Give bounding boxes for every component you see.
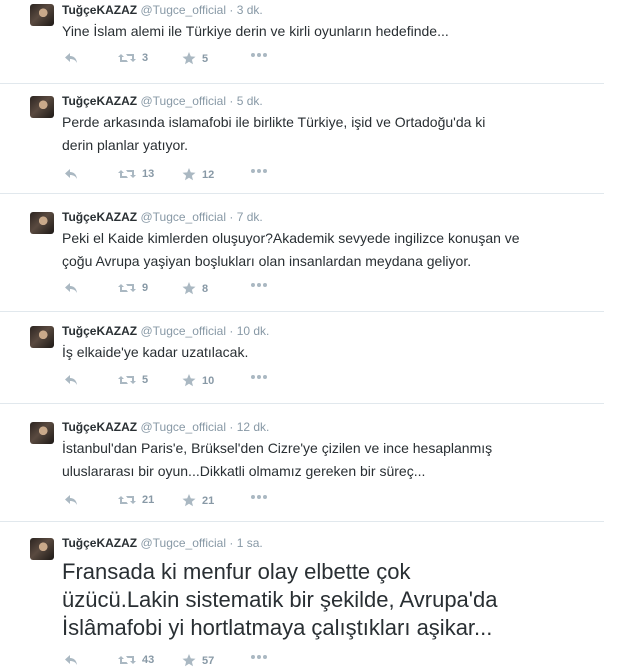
more-icon: [250, 168, 268, 174]
retweet-icon: [118, 374, 136, 386]
user-name[interactable]: TuğçeKAZAZ: [62, 3, 138, 17]
reply-icon: [64, 168, 78, 180]
star-icon: [182, 168, 196, 181]
user-handle[interactable]: @Tugce_official: [140, 94, 227, 108]
retweet-button[interactable]: [118, 168, 154, 180]
separator-dot: ·: [229, 536, 234, 550]
more-button[interactable]: [250, 52, 268, 58]
retweet-icon: [118, 494, 136, 506]
tweet-text: [62, 558, 602, 642]
retweet-icon: [118, 168, 136, 180]
tweet-time[interactable]: 12 dk.: [236, 420, 270, 434]
favorite-button[interactable]: [182, 494, 214, 507]
user-handle[interactable]: @Tugce_official: [140, 536, 227, 550]
reply-button[interactable]: [64, 282, 78, 294]
tweet-text-line: İş elkaide'ye kadar uzatılacak.: [62, 344, 249, 360]
separator-dot: ·: [229, 3, 234, 17]
more-icon: [250, 654, 268, 660]
favorite-button[interactable]: [182, 168, 214, 181]
separator-dot: ·: [229, 420, 234, 434]
tweet-text-line: Fransada ki menfur olay elbette çok: [62, 559, 411, 584]
avatar[interactable]: [30, 422, 54, 444]
retweet-icon: [118, 52, 136, 64]
favorite-button[interactable]: [182, 374, 214, 387]
more-button[interactable]: [250, 494, 268, 500]
favorite-count: 57: [202, 654, 215, 667]
tweet-text-line: derin planlar yatıyor.: [62, 137, 189, 153]
more-button[interactable]: [250, 374, 268, 380]
favorite-count: 10: [202, 374, 215, 387]
star-icon: [182, 494, 196, 507]
favorite-count: 8: [202, 282, 209, 295]
tweet-time[interactable]: 5 dk.: [236, 94, 263, 108]
reply-button[interactable]: [64, 374, 78, 386]
tweet-text: [62, 20, 592, 43]
tweet[interactable]: [0, 414, 604, 522]
retweet-button[interactable]: [118, 494, 154, 506]
tweet-header: [62, 210, 263, 224]
tweet-header: [62, 3, 263, 17]
reply-button[interactable]: [64, 168, 78, 180]
user-handle[interactable]: @Tugce_official: [140, 420, 227, 434]
tweet[interactable]: [0, 204, 604, 312]
tweet-header: [62, 420, 269, 434]
tweet-text: [62, 111, 592, 157]
favorite-count: 12: [202, 168, 215, 181]
reply-icon: [64, 52, 78, 64]
avatar[interactable]: [30, 4, 54, 26]
tweet-text: [62, 227, 592, 273]
tweet-time[interactable]: 10 dk.: [236, 324, 270, 338]
tweet-header: [62, 536, 263, 550]
tweet[interactable]: [0, 88, 604, 194]
user-name[interactable]: TuğçeKAZAZ: [62, 536, 138, 550]
user-name[interactable]: TuğçeKAZAZ: [62, 94, 138, 108]
tweet-text-line: Peki el Kaide kimlerden oluşuyor?Akademik sevyede ingilizce konuşan ve: [62, 230, 520, 246]
tweet-text-line: Perde arkasında islamafobi ile birlikte Türkiye, işid ve Ortadoğu'da ki: [62, 114, 486, 130]
favorite-button[interactable]: [182, 52, 208, 65]
retweet-icon: [118, 282, 136, 294]
avatar[interactable]: [30, 96, 54, 118]
reply-icon: [64, 494, 78, 506]
star-icon: [182, 52, 196, 65]
retweet-count: 13: [142, 168, 155, 180]
tweet-text-line: üzücü.Lakin sistematik bir şekilde, Avrupa'da: [62, 587, 498, 612]
retweet-button[interactable]: [118, 374, 148, 386]
separator-dot: ·: [229, 324, 234, 338]
separator-dot: ·: [229, 94, 234, 108]
user-handle[interactable]: @Tugce_official: [140, 324, 227, 338]
favorite-button[interactable]: [182, 654, 214, 667]
tweet-text: [62, 437, 592, 483]
favorite-count: 5: [202, 52, 209, 65]
star-icon: [182, 374, 196, 387]
reply-button[interactable]: [64, 494, 78, 506]
user-name[interactable]: TuğçeKAZAZ: [62, 324, 138, 338]
tweet[interactable]: [0, 0, 604, 84]
retweet-button[interactable]: [118, 654, 154, 666]
star-icon: [182, 282, 196, 295]
reply-icon: [64, 374, 78, 386]
tweet-text-line: Yine İslam alemi ile Türkiye derin ve kirli oyunların hedefinde...: [62, 23, 449, 39]
avatar[interactable]: [30, 326, 54, 348]
reply-button[interactable]: [64, 52, 78, 64]
tweet-time[interactable]: 3 dk.: [236, 3, 263, 17]
retweet-count: 5: [142, 374, 149, 386]
retweet-count: 43: [142, 654, 155, 666]
more-icon: [250, 282, 268, 288]
retweet-count: 3: [142, 52, 149, 64]
more-icon: [250, 52, 268, 58]
star-icon: [182, 654, 196, 667]
more-icon: [250, 374, 268, 380]
tweet-text-line: İslâmafobi yi hortlatmaya çalıştıkları aşikar...: [62, 615, 493, 640]
tweet-header: [62, 94, 263, 108]
retweet-count: 9: [142, 282, 149, 294]
avatar[interactable]: [30, 212, 54, 234]
separator-dot: ·: [229, 210, 234, 224]
avatar[interactable]: [30, 538, 54, 560]
user-handle[interactable]: @Tugce_official: [140, 3, 227, 17]
retweet-count: 21: [142, 494, 155, 506]
retweet-icon: [118, 654, 136, 666]
retweet-button[interactable]: [118, 52, 148, 64]
favorite-count: 21: [202, 494, 215, 507]
tweet-time[interactable]: 7 dk.: [236, 210, 263, 224]
retweet-button[interactable]: [118, 282, 148, 294]
more-button[interactable]: [250, 282, 268, 288]
tweet[interactable]: [0, 318, 604, 404]
more-icon: [250, 494, 268, 500]
tweet-time[interactable]: 1 sa.: [236, 536, 263, 550]
user-handle[interactable]: @Tugce_official: [140, 210, 227, 224]
reply-icon: [64, 654, 78, 666]
user-name[interactable]: TuğçeKAZAZ: [62, 420, 138, 434]
reply-button[interactable]: [64, 654, 78, 666]
tweet-header: [62, 324, 269, 338]
tweet-text-line: uluslararası bir oyun...Dikkatli olmamız gereken bir süreç...: [62, 463, 426, 479]
favorite-button[interactable]: [182, 282, 208, 295]
more-button[interactable]: [250, 654, 268, 660]
tweet-text-line: İstanbul'dan Paris'e, Brüksel'den Cizre'ye çizilen ve ince hesaplanmış: [62, 440, 493, 456]
reply-icon: [64, 282, 78, 294]
more-button[interactable]: [250, 168, 268, 174]
tweet[interactable]: [0, 530, 604, 668]
tweet-text: [62, 341, 592, 364]
tweet-text-line: çoğu Avrupa yaşiyan boşlukları olan insanlardan meydana geliyor.: [62, 253, 472, 269]
user-name[interactable]: TuğçeKAZAZ: [62, 210, 138, 224]
